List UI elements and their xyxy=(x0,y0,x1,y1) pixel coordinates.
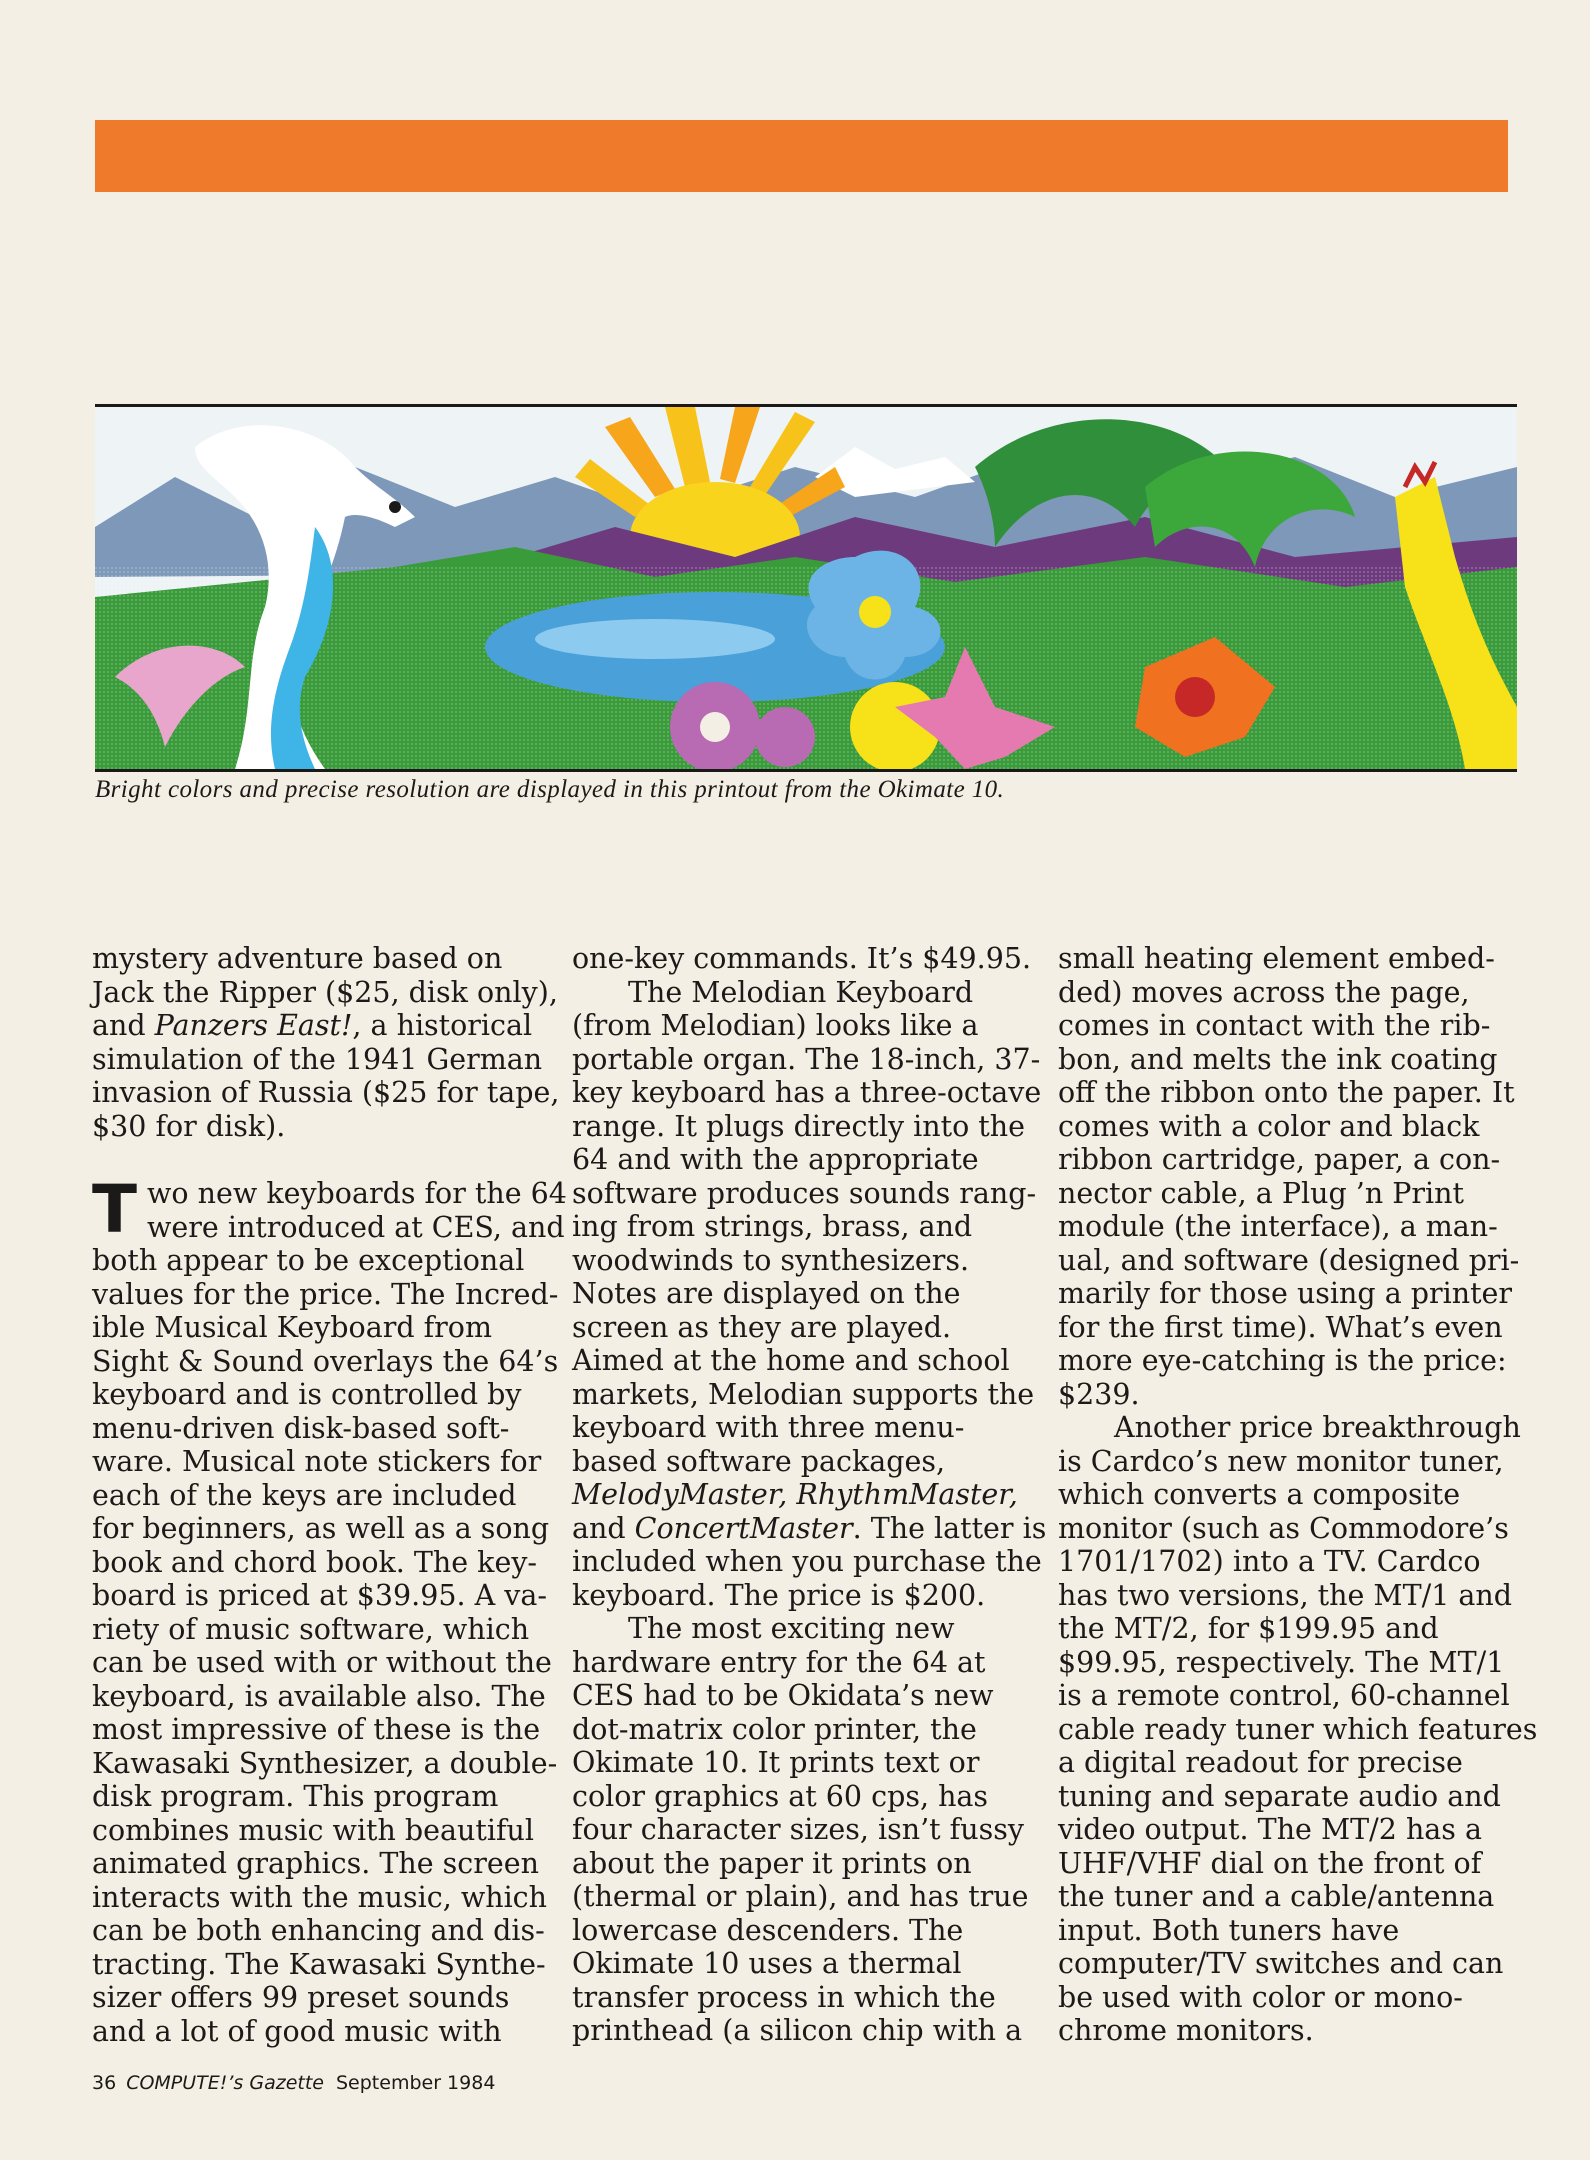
illustration-caption: Bright colors and precise resolution are displayed in this printout from the Okimate 10. xyxy=(95,776,1005,803)
text-line: hardware entry for the 64 at xyxy=(572,1645,986,1679)
issue-date: September 1984 xyxy=(336,2072,496,2094)
text-line: chrome monitors. xyxy=(1058,2014,1314,2047)
text-line: UHF/VHF dial on the front of xyxy=(1058,1846,1482,1880)
text-line: computer/TV switches and can xyxy=(1058,1947,1504,1980)
text-line: book and chord book. The key- xyxy=(92,1545,538,1579)
text-line: Jack the Ripper ($25, disk only), xyxy=(92,975,558,1009)
text-line: is a remote control, 60-channel xyxy=(1058,1679,1510,1712)
text-line: can be used with or without the xyxy=(92,1646,552,1679)
text-line: can be both enhancing and dis- xyxy=(92,1914,545,1947)
text-line: ribbon cartridge, paper, a con- xyxy=(1058,1143,1501,1176)
text-line: values for the price. The Incred- xyxy=(92,1277,559,1311)
text-line: included when you purchase the xyxy=(572,1545,1042,1578)
text-line: the tuner and a cable/antenna xyxy=(1058,1880,1495,1913)
text-line: keyboard with three menu- xyxy=(572,1411,965,1444)
text-line: 64 and with the appropriate xyxy=(572,1143,979,1176)
text-line: cable ready tuner which features xyxy=(1058,1712,1538,1746)
text-line: dot-matrix color printer, the xyxy=(572,1712,977,1746)
text-line: disk program. This program xyxy=(92,1780,499,1813)
text-line: CES had to be Okidata’s new xyxy=(572,1679,994,1712)
text-line: key keyboard has a three-octave xyxy=(572,1076,1042,1109)
drop-cap: T xyxy=(92,1171,138,1248)
text-line: more eye-catching is the price: xyxy=(1058,1344,1507,1377)
text-line: $239. xyxy=(1058,1377,1140,1411)
text-line: Another price breakthrough xyxy=(1114,1411,1521,1444)
article-column-3 xyxy=(1058,942,1537,2048)
text-line: portable organ. The 18-inch, 37- xyxy=(572,1042,1041,1076)
text-line: the MT/2, for $199.95 and xyxy=(1058,1612,1439,1645)
text-line: four character sizes, isn’t fussy xyxy=(572,1813,1024,1846)
text-line: most impressive of these is the xyxy=(92,1713,541,1746)
text-line: module (the interface), a man- xyxy=(1058,1210,1498,1243)
text-line: Kawasaki Synthesizer, a double- xyxy=(92,1746,558,1780)
text-line: interacts with the music, which xyxy=(92,1880,547,1914)
text-line: . The latter is xyxy=(852,1511,1047,1545)
text-line: keyboard. The price is $200. xyxy=(572,1578,986,1612)
article-column-1 xyxy=(92,942,567,2048)
text-line: tracting. The Kawasaki Synthe- xyxy=(92,1947,546,1981)
text-line: 1701/1702) into a TV. Cardco xyxy=(1058,1545,1481,1578)
text-line: a digital readout for precise xyxy=(1058,1746,1463,1779)
text-line: both appear to be exceptional xyxy=(92,1244,525,1277)
text-line: marily for those using a printer xyxy=(1058,1277,1513,1310)
paragraph xyxy=(572,976,1046,1613)
text-line: animated graphics. The screen xyxy=(92,1847,539,1880)
text-line: $30 for disk). xyxy=(92,1109,286,1143)
text-line: ing from strings, brass, and xyxy=(572,1210,973,1243)
text-line: based software packages, xyxy=(572,1444,946,1478)
text-line: mystery adventure based on xyxy=(92,942,503,975)
okimate-printout-illustration xyxy=(95,404,1517,772)
text-line: combines music with beautiful xyxy=(92,1813,534,1847)
text-line: simulation of the 1941 German xyxy=(92,1042,543,1076)
text-line: ded) moves across the page, xyxy=(1058,975,1470,1009)
paragraph xyxy=(92,942,567,1143)
paragraph xyxy=(572,1612,1046,2048)
text-line: video output. The MT/2 has a xyxy=(1058,1813,1482,1846)
text-line: has two versions, the MT/1 and xyxy=(1058,1578,1512,1612)
text-line: nector cable, a Plug ’n Print xyxy=(1058,1176,1464,1210)
article-column-2 xyxy=(572,942,1046,2048)
text-line: board is priced at $39.95. A va- xyxy=(92,1579,547,1612)
text-line: and xyxy=(92,1009,155,1042)
title-concertmaster: ConcertMaster xyxy=(634,1511,853,1545)
text-line: Okimate 10. It prints text or xyxy=(572,1746,980,1779)
text-line: The most exciting new xyxy=(628,1612,955,1645)
text-line: keyboard and is controlled by xyxy=(92,1378,522,1411)
text-line: Okimate 10 uses a thermal xyxy=(572,1947,962,1980)
text-line: invasion of Russia ($25 for tape, xyxy=(92,1076,560,1109)
text-line: woodwinds to synthesizers. xyxy=(572,1243,970,1277)
text-line: printhead (a silicon chip with a xyxy=(572,2014,1023,2047)
magazine-name: COMPUTE!’s Gazette xyxy=(126,2072,324,2094)
text-line: and a lot of good music with xyxy=(92,2014,502,2048)
paragraph xyxy=(572,942,1046,976)
text-line: sizer offers 99 preset sounds xyxy=(92,1981,510,2014)
text-line: for beginners, as well as a song xyxy=(92,1512,550,1545)
text-line: software produces sounds rang- xyxy=(572,1176,1037,1210)
page-footer xyxy=(92,2072,495,2094)
text-line: screen as they are played. xyxy=(572,1310,952,1344)
text-line: Aimed at the home and school xyxy=(572,1344,1010,1377)
text-line: color graphics at 60 cps, has xyxy=(572,1779,989,1813)
text-line: (from Melodian) looks like a xyxy=(572,1009,979,1042)
text-line: which converts a composite xyxy=(1058,1478,1461,1511)
text-line: , a historical xyxy=(352,1009,533,1042)
text-line: input. Both tuners have xyxy=(1058,1913,1400,1947)
text-line: small heating element embed- xyxy=(1058,942,1495,975)
text-line: transfer process in which the xyxy=(572,1980,996,2014)
text-line: one-key commands. It’s $49.95. xyxy=(572,942,1032,975)
text-line: comes in contact with the rib- xyxy=(1058,1009,1491,1042)
text-line: monitor (such as Commodore’s xyxy=(1058,1511,1509,1545)
text-line: markets, Melodian supports the xyxy=(572,1377,1035,1411)
text-line: comes with a color and black xyxy=(1058,1109,1480,1143)
text-line: keyboard, is available also. The xyxy=(92,1679,546,1713)
text-line: $99.95, respectively. The MT/1 xyxy=(1058,1645,1505,1679)
text-line: is Cardco’s new monitor tuner, xyxy=(1058,1444,1504,1478)
text-line: were introduced at CES, and xyxy=(147,1210,565,1244)
page-number: 36 xyxy=(92,2072,117,2094)
paragraph xyxy=(92,1171,567,2048)
text-line: The Melodian Keyboard xyxy=(628,975,974,1009)
text-line: bon, and melts the ink coating xyxy=(1058,1042,1498,1076)
text-line: about the paper it prints on xyxy=(572,1846,972,1880)
text-line: (thermal or plain), and has true xyxy=(572,1880,1029,1913)
text-line: off the ribbon onto the paper. It xyxy=(1058,1076,1515,1109)
header-color-bar xyxy=(95,120,1508,192)
text-line: wo new keyboards for the 64 xyxy=(147,1177,567,1210)
text-line: tuning and separate audio and xyxy=(1058,1779,1501,1813)
software-titles-line: MelodyMaster, RhythmMaster, xyxy=(572,1478,1018,1511)
text-line: for the first time). What’s even xyxy=(1058,1310,1503,1344)
text-line: range. It plugs directly into the xyxy=(572,1109,1025,1143)
title-panzers-east: Panzers East! xyxy=(154,1009,353,1042)
text-line: ible Musical Keyboard from xyxy=(92,1311,492,1344)
text-line: Sight & Sound overlays the 64’s xyxy=(92,1344,559,1378)
text-line: Notes are displayed on the xyxy=(572,1277,961,1310)
text-line: riety of music software, which xyxy=(92,1612,530,1646)
text-line: ware. Musical note stickers for xyxy=(92,1445,542,1478)
text-line: ual, and software (designed pri- xyxy=(1058,1243,1520,1277)
text-line: lowercase descenders. The xyxy=(572,1913,964,1947)
paragraph xyxy=(1058,1411,1537,2048)
text-line: menu-driven disk-based soft- xyxy=(92,1411,510,1445)
text-line: each of the keys are included xyxy=(92,1478,517,1512)
text-line: and xyxy=(572,1511,635,1545)
text-line: be used with color or mono- xyxy=(1058,1980,1463,2014)
paragraph xyxy=(1058,942,1537,1411)
